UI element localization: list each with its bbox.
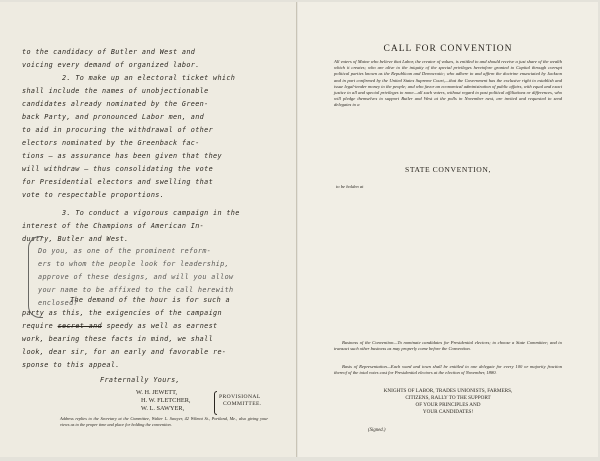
struck-text: secret and <box>57 322 102 330</box>
right-page <box>298 2 598 457</box>
letter-line: Do you, as one of the prominent reform- <box>38 247 212 255</box>
signatories <box>136 389 191 413</box>
signatory: W. L. SAWYER, <box>141 405 185 412</box>
letter-line: ers to whom the people look for leadership, <box>38 260 230 268</box>
signatory: H. W. FLETCHER, <box>141 397 191 404</box>
signatory: W. H. JEWETT, <box>136 389 178 396</box>
letter-line: for Presidential electors and swelling that <box>22 178 214 186</box>
letter-line: work, bearing these facts in mind, we shall <box>22 335 214 343</box>
letter-line <box>22 322 218 330</box>
intro-paragraph: All voters of Maine who believe that Labor, the creator of values, is entitled to and should receive a just share of the wealth which it creates; who are alive to the iniquity of the special privileges heretofore granted to Capital through corrupt political parties known as the Republican and Democratic; who adhere to and affirm the doctrine enunciated by Jackson and in part confirmed by the United States Supreme Court,—that the Government has the exclusive right to establish and issue legal-tender money to the people; and who favor an economical administration of public affairs, with equal and exact justice to all and special privileges to none—all such voters, without regard to past political affiliations or differences, who will pledge themselves to support Butler and West at the polls in November next, are invited and requested to send delegates to a <box>334 59 562 108</box>
letter-line: to the candidacy of Butler and West and <box>22 48 196 56</box>
letter-line: electors nominated by the Greenback fac- <box>22 139 200 147</box>
letter-line: will withdraw — thus consolidating the vote <box>22 165 214 173</box>
letter-line: look, dear sir, for an early and favorable re- <box>22 348 227 356</box>
letter-line: voicing every demand of organized labor. <box>22 61 200 69</box>
letter-line: dustry, Butler and West. <box>22 235 129 243</box>
holden-at: to be holden at <box>336 184 364 189</box>
page-title: CALL FOR CONVENTION <box>383 44 513 54</box>
rally-line: KNIGHTS OF LABOR, TRADES UNIONISTS, FARMERS, <box>383 388 513 394</box>
address-note: Address replies to the Secretary at the Committee, Walter L. Sawyer, 42 Wilmot St., Portland, Me., also giving your views as to the proper time and place for holding the convention. <box>60 416 268 427</box>
signed-label: (Signed.) <box>368 428 386 433</box>
letter-line: shall include the names of unobjectionable <box>22 87 209 95</box>
letter-line: party as this, the exigencies of the campaign <box>22 309 222 317</box>
letter-line: sponse to this appeal. <box>22 361 120 369</box>
letter-line: enclosed? <box>38 299 78 307</box>
letter-line: 3. To conduct a vigorous campaign in the <box>62 209 240 217</box>
letter-line: interest of the Champions of American In- <box>22 222 205 230</box>
letter-line: The demand of the hour is for such a <box>70 296 230 304</box>
closing: Fraternally Yours, <box>100 376 180 384</box>
business-paragraph: Business of the Convention—To nominate candidates for Presidential electors; to choose a State Committee; and to transact such other business as may properly come before the Convention. <box>334 340 562 352</box>
letter-line: to aid in procuring the withdrawal of other <box>22 126 214 134</box>
committee-line: PROVISIONAL <box>219 394 261 400</box>
committee-label <box>219 394 262 408</box>
letter-line: 2. To make up an electoral ticket which <box>62 74 236 82</box>
state-convention-heading: STATE CONVENTION, <box>405 165 491 174</box>
committee-line: COMMITTEE. <box>223 401 262 407</box>
letter-word: require <box>22 322 54 330</box>
letter-word: speedy as well as earnest <box>106 322 218 330</box>
left-page <box>0 2 297 457</box>
rally-line: CITIZENS, RALLY TO THE SUPPORT <box>405 395 491 401</box>
rally-call <box>298 388 598 416</box>
letter-line: your name to be affixed to the call herewith <box>38 286 234 294</box>
brace <box>214 391 217 415</box>
letter-line: tions — as assurance has been given that they <box>22 152 222 160</box>
letter-line: vote to respectable proportions. <box>22 191 165 199</box>
rally-line: YOUR CANDIDATES! <box>422 409 474 415</box>
basis-paragraph: Basis of Representation—Each ward and town shall be entitled to one delegate for every 100 or majority fraction thereof of the total votes cast for Presidential electors at the election of November, 1880. <box>334 364 562 376</box>
rally-line: OF YOUR PRINCIPLES AND <box>415 402 481 408</box>
letter-line: candidates already nominated by the Green- <box>22 100 209 108</box>
letter-line: back Party, and pronounced Labor men, and <box>22 113 205 121</box>
letter-line: approve of these designs, and will you allow <box>38 273 234 281</box>
